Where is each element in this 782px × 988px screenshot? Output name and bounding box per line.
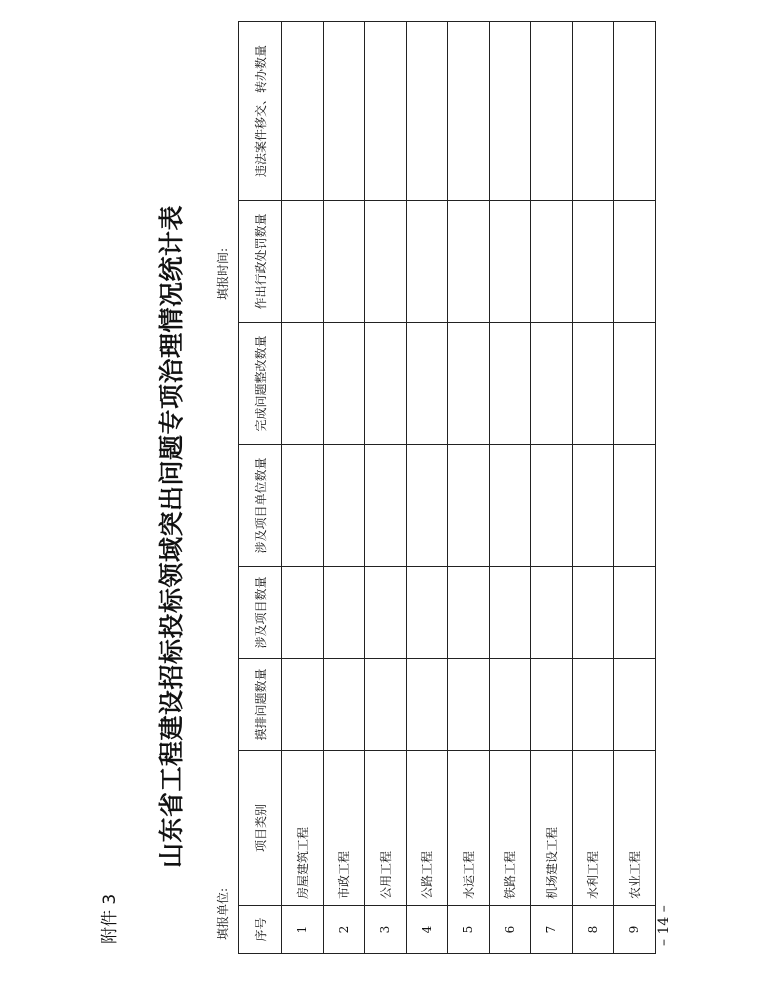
table-row [365, 22, 407, 954]
empty-cell [365, 445, 407, 567]
empty-cell [282, 659, 324, 751]
empty-cell [531, 201, 573, 323]
page-number: – 14 – [656, 905, 672, 946]
empty-cell [614, 659, 656, 751]
empty-cell [448, 659, 490, 751]
empty-cell [323, 659, 365, 751]
empty-cell [365, 567, 407, 659]
empty-cell [448, 567, 490, 659]
document-title: 山东省工程建设招标投标领域突出问题专项治理情况统计表 [157, 204, 186, 868]
row-category: 机场建设工程 [531, 751, 573, 906]
empty-cell [406, 659, 448, 751]
empty-cell [489, 201, 531, 323]
table-header-row [239, 22, 282, 954]
row-number: 5 [448, 906, 490, 954]
empty-cell [614, 323, 656, 445]
empty-cell [448, 201, 490, 323]
empty-cell [323, 22, 365, 201]
header-penalty-count: 作出行政处罚数量 [239, 201, 282, 323]
header-no: 序号 [239, 906, 282, 954]
row-category: 公路工程 [406, 751, 448, 906]
fill-time-label: 填报时间: [216, 247, 230, 300]
empty-cell [531, 445, 573, 567]
row-category: 房屋建筑工程 [282, 751, 324, 906]
row-category: 水运工程 [448, 751, 490, 906]
table-row [323, 22, 365, 954]
header-transfer-count: 违法案件移交、转办数量 [239, 22, 282, 201]
empty-cell [323, 567, 365, 659]
header-rectified-count: 完成问题整改数量 [239, 323, 282, 445]
header-category: 项目类别 [239, 751, 282, 906]
empty-cell [489, 445, 531, 567]
empty-cell [531, 22, 573, 201]
table-row [282, 22, 324, 954]
empty-cell [531, 659, 573, 751]
row-number: 8 [572, 906, 614, 954]
empty-cell [323, 445, 365, 567]
empty-cell [406, 201, 448, 323]
table-row [489, 22, 531, 954]
empty-cell [572, 659, 614, 751]
empty-cell [489, 659, 531, 751]
row-category: 公用工程 [365, 751, 407, 906]
empty-cell [489, 22, 531, 201]
empty-cell [365, 201, 407, 323]
attachment-label: 附件 3 [100, 893, 120, 944]
empty-cell [572, 323, 614, 445]
empty-cell [406, 445, 448, 567]
empty-cell [282, 567, 324, 659]
header-issues-count: 摸排问题数量 [239, 659, 282, 751]
empty-cell [531, 323, 573, 445]
empty-cell [614, 445, 656, 567]
row-number: 9 [614, 906, 656, 954]
header-projects-count: 涉及项目数量 [239, 567, 282, 659]
empty-cell [282, 201, 324, 323]
row-number: 2 [323, 906, 365, 954]
fill-unit-label: 填报单位: [216, 887, 230, 940]
row-category: 水利工程 [572, 751, 614, 906]
empty-cell [572, 22, 614, 201]
table-row [448, 22, 490, 954]
empty-cell [572, 445, 614, 567]
empty-cell [614, 22, 656, 201]
empty-cell [448, 323, 490, 445]
empty-cell [282, 22, 324, 201]
empty-cell [448, 445, 490, 567]
empty-cell [614, 567, 656, 659]
table-row [406, 22, 448, 954]
row-category: 铁路工程 [489, 751, 531, 906]
empty-cell [365, 323, 407, 445]
empty-cell [489, 323, 531, 445]
empty-cell [614, 201, 656, 323]
empty-cell [406, 567, 448, 659]
table-row [531, 22, 573, 954]
row-number: 4 [406, 906, 448, 954]
empty-cell [448, 22, 490, 201]
row-category: 农业工程 [614, 751, 656, 906]
row-category: 市政工程 [323, 751, 365, 906]
table-row [572, 22, 614, 954]
row-number: 6 [489, 906, 531, 954]
empty-cell [531, 567, 573, 659]
empty-cell [406, 22, 448, 201]
empty-cell [406, 323, 448, 445]
table-row [614, 22, 656, 954]
header-project-units-count: 涉及项目单位数量 [239, 445, 282, 567]
empty-cell [323, 323, 365, 445]
statistics-table [238, 21, 656, 954]
row-number: 3 [365, 906, 407, 954]
empty-cell [572, 201, 614, 323]
row-number: 1 [282, 906, 324, 954]
empty-cell [323, 201, 365, 323]
empty-cell [489, 567, 531, 659]
empty-cell [282, 445, 324, 567]
row-number: 7 [531, 906, 573, 954]
empty-cell [365, 22, 407, 201]
empty-cell [282, 323, 324, 445]
empty-cell [572, 567, 614, 659]
empty-cell [365, 659, 407, 751]
